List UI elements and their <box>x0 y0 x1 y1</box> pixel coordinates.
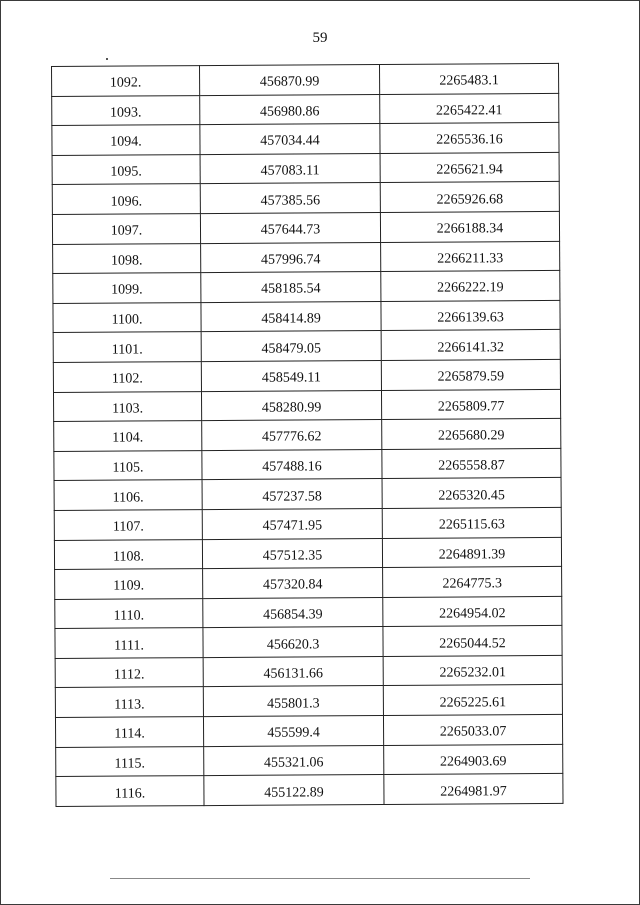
table-row <box>53 330 560 363</box>
y-coordinate-cell: 2266211.33 <box>381 241 560 272</box>
y-coordinate-cell: 2265044.52 <box>383 626 562 657</box>
y-coordinate-cell: 2265483.1 <box>379 63 558 94</box>
y-coordinate-cell: 2265232.01 <box>383 655 562 686</box>
x-coordinate-cell: 457237.58 <box>202 479 382 510</box>
x-coordinate-cell: 457488.16 <box>202 449 382 480</box>
x-coordinate-cell: 457471.95 <box>202 508 382 539</box>
table-row <box>55 714 562 747</box>
point-number-cell: 1115. <box>56 746 204 776</box>
point-number-cell: 1108. <box>54 539 202 569</box>
point-number-cell: 1110. <box>55 598 203 628</box>
coordinates-table-body <box>52 63 564 806</box>
point-number-cell: 1111. <box>55 628 203 658</box>
x-coordinate-cell: 457034.44 <box>200 124 380 155</box>
x-coordinate-cell: 457385.56 <box>200 183 380 214</box>
x-coordinate-cell: 457512.35 <box>202 538 382 569</box>
x-coordinate-cell: 455599.4 <box>203 716 383 747</box>
x-coordinate-cell: 457996.74 <box>201 242 381 273</box>
table-row <box>52 211 559 244</box>
point-number-cell: 1095. <box>52 154 200 184</box>
y-coordinate-cell: 2266222.19 <box>381 271 560 302</box>
point-number-cell: 1113. <box>55 687 203 717</box>
x-coordinate-cell: 455801.3 <box>203 686 383 717</box>
table-row <box>55 655 562 688</box>
point-number-cell: 1100. <box>53 302 201 332</box>
table-row <box>56 774 563 807</box>
point-number-cell: 1106. <box>54 480 202 510</box>
x-coordinate-cell: 456854.39 <box>203 597 383 628</box>
table-row <box>54 419 561 452</box>
x-coordinate-cell: 457644.73 <box>200 212 380 243</box>
x-coordinate-cell: 458549.11 <box>201 360 381 391</box>
y-coordinate-cell: 2265621.94 <box>380 152 559 183</box>
point-number-cell: 1097. <box>52 214 200 244</box>
point-number-cell: 1109. <box>55 569 203 599</box>
y-coordinate-cell: 2266188.34 <box>380 211 559 242</box>
scan-speck <box>106 58 108 60</box>
y-coordinate-cell: 2266141.32 <box>381 330 560 361</box>
table-row <box>54 507 561 540</box>
point-number-cell: 1104. <box>54 421 202 451</box>
y-coordinate-cell: 2265115.63 <box>382 507 561 538</box>
y-coordinate-cell: 2265809.77 <box>381 389 560 420</box>
x-coordinate-cell: 456870.99 <box>200 64 380 95</box>
y-coordinate-cell: 2265558.87 <box>382 448 561 479</box>
point-number-cell: 1105. <box>54 450 202 480</box>
x-coordinate-cell: 458479.05 <box>201 331 381 362</box>
table-row <box>52 182 559 215</box>
point-number-cell: 1112. <box>55 657 203 687</box>
point-number-cell: 1096. <box>52 184 200 214</box>
table-row <box>54 537 561 570</box>
table-row <box>53 300 560 333</box>
coordinates-table <box>51 63 564 807</box>
y-coordinate-cell: 2265225.61 <box>383 685 562 716</box>
table-row <box>52 152 559 185</box>
point-number-cell: 1114. <box>55 717 203 747</box>
x-coordinate-cell: 455321.06 <box>204 745 384 776</box>
x-coordinate-cell: 458414.89 <box>201 301 381 332</box>
point-number-cell: 1107. <box>54 509 202 539</box>
table-row <box>54 478 561 511</box>
table-row <box>54 448 561 481</box>
y-coordinate-cell: 2265422.41 <box>380 93 559 124</box>
table-row <box>53 359 560 392</box>
page-number: 59 <box>312 30 328 46</box>
bottom-rule <box>110 878 530 879</box>
table-row <box>55 685 562 718</box>
table-row <box>52 123 559 156</box>
table-row <box>56 744 563 777</box>
point-number-cell: 1099. <box>53 273 201 303</box>
point-number-cell: 1098. <box>53 243 201 273</box>
x-coordinate-cell: 456980.86 <box>200 94 380 125</box>
point-number-cell: 1116. <box>56 776 204 806</box>
point-number-cell: 1102. <box>53 362 201 392</box>
y-coordinate-cell: 2265926.68 <box>380 182 559 213</box>
table-row <box>55 626 562 659</box>
table-row <box>52 63 559 96</box>
point-number-cell: 1101. <box>53 332 201 362</box>
y-coordinate-cell: 2265536.16 <box>380 123 559 154</box>
x-coordinate-cell: 457320.84 <box>203 568 383 599</box>
x-coordinate-cell: 456131.66 <box>203 656 383 687</box>
point-number-cell: 1094. <box>52 125 200 155</box>
point-number-cell: 1093. <box>52 95 200 125</box>
x-coordinate-cell: 455122.89 <box>204 775 384 806</box>
y-coordinate-cell: 2265680.29 <box>382 419 561 450</box>
y-coordinate-cell: 2265879.59 <box>381 359 560 390</box>
y-coordinate-cell: 2264954.02 <box>383 596 562 627</box>
table-row <box>53 389 560 422</box>
table-row <box>55 566 562 599</box>
y-coordinate-cell: 2264891.39 <box>382 537 561 568</box>
x-coordinate-cell: 458280.99 <box>201 390 381 421</box>
y-coordinate-cell: 2264981.97 <box>384 774 563 805</box>
x-coordinate-cell: 457083.11 <box>200 153 380 184</box>
table-row <box>53 271 560 304</box>
point-number-cell: 1103. <box>53 391 201 421</box>
y-coordinate-cell: 2265033.07 <box>383 714 562 745</box>
y-coordinate-cell: 2264903.69 <box>384 744 563 775</box>
point-number-cell: 1092. <box>52 66 200 96</box>
y-coordinate-cell: 2265320.45 <box>382 478 561 509</box>
y-coordinate-cell: 2264775.3 <box>383 566 562 597</box>
table-row <box>53 241 560 274</box>
x-coordinate-cell: 457776.62 <box>202 420 382 451</box>
x-coordinate-cell: 458185.54 <box>201 272 381 303</box>
x-coordinate-cell: 456620.3 <box>203 627 383 658</box>
table-row <box>55 596 562 629</box>
y-coordinate-cell: 2266139.63 <box>381 300 560 331</box>
table-row <box>52 93 559 126</box>
